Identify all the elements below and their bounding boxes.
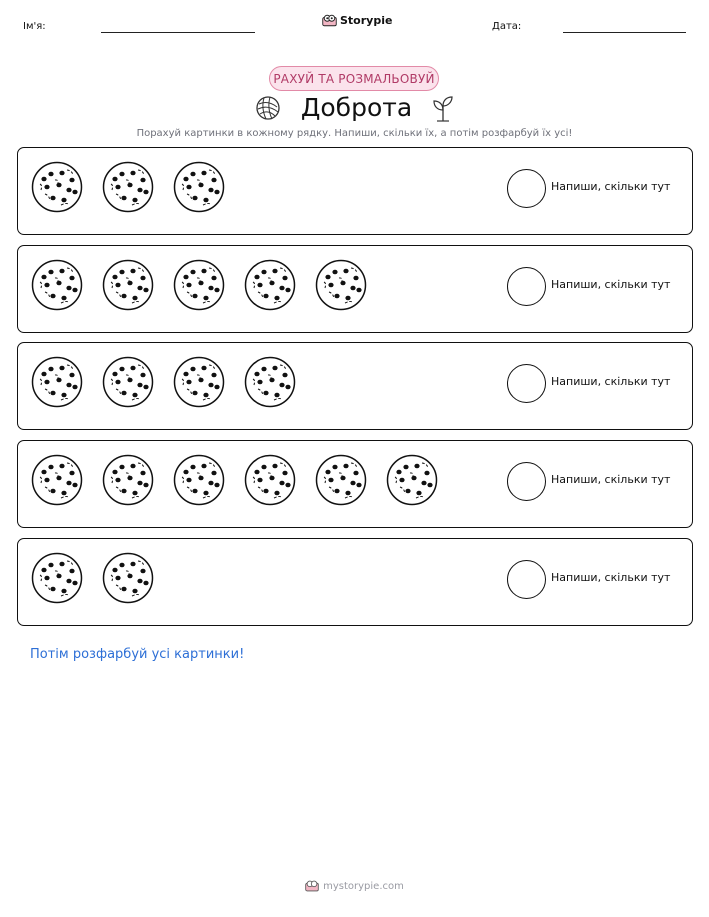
answer-circle[interactable] — [507, 169, 546, 208]
count-row-2 — [17, 245, 693, 333]
name-line[interactable] — [101, 32, 255, 33]
date-line[interactable] — [563, 32, 686, 33]
date-label: Дата: — [492, 21, 522, 32]
answer-label: Напиши, скільки тут — [551, 375, 671, 388]
cookie-icon[interactable] — [31, 259, 83, 311]
cookie-icon[interactable] — [31, 356, 83, 408]
cookie-icon[interactable] — [102, 161, 154, 213]
cookie-icon[interactable] — [315, 259, 367, 311]
answer-label: Напиши, скільки тут — [551, 473, 671, 486]
brand-name: Storypie — [340, 14, 393, 27]
storypie-mascot-icon — [322, 13, 337, 28]
answer-label: Напиши, скільки тут — [551, 571, 671, 584]
cookie-icon[interactable] — [31, 161, 83, 213]
instructions: Порахуй картинки в кожному рядку. Напиши, скільки їх, а потім розфарбуй їх усі! — [136, 128, 573, 139]
cookie-icon[interactable] — [315, 454, 367, 506]
answer-circle[interactable] — [507, 462, 546, 501]
cookie-group — [31, 259, 367, 311]
count-row-3 — [17, 342, 693, 430]
storypie-mascot-icon — [305, 879, 319, 893]
sprout-icon — [432, 94, 454, 122]
cookie-icon[interactable] — [102, 356, 154, 408]
cookie-icon[interactable] — [173, 161, 225, 213]
name-label: Ім'я: — [23, 21, 46, 32]
brand-logo — [322, 13, 392, 28]
answer-circle[interactable] — [507, 267, 546, 306]
footer-url: mystorypie.com — [323, 880, 404, 892]
yarn-ball-icon — [255, 95, 281, 121]
cookie-icon[interactable] — [31, 552, 83, 604]
cookie-icon[interactable] — [386, 454, 438, 506]
title-row — [0, 91, 709, 125]
answer-circle[interactable] — [507, 364, 546, 403]
cookie-icon[interactable] — [173, 454, 225, 506]
cookie-icon[interactable] — [244, 356, 296, 408]
answer-circle[interactable] — [507, 560, 546, 599]
count-row-4 — [17, 440, 693, 528]
answer-label: Напиши, скільки тут — [551, 278, 671, 291]
activity-badge: РАХУЙ ТА РОЗМАЛЬОВУЙ — [269, 66, 439, 91]
footer — [0, 879, 709, 893]
count-row-1 — [17, 147, 693, 235]
cookie-icon[interactable] — [244, 259, 296, 311]
cookie-group — [31, 356, 296, 408]
cookie-icon[interactable] — [244, 454, 296, 506]
answer-label: Напиши, скільки тут — [551, 180, 671, 193]
page-title: Доброта — [300, 93, 413, 122]
cookie-icon[interactable] — [102, 259, 154, 311]
cookie-group — [31, 161, 225, 213]
cookie-icon[interactable] — [31, 454, 83, 506]
cookie-icon[interactable] — [102, 454, 154, 506]
cookie-group — [31, 552, 154, 604]
footer-note: Потім розфарбуй усі картинки! — [30, 647, 245, 662]
count-row-5 — [17, 538, 693, 626]
cookie-icon[interactable] — [173, 259, 225, 311]
cookie-icon[interactable] — [102, 552, 154, 604]
cookie-group — [31, 454, 438, 506]
cookie-icon[interactable] — [173, 356, 225, 408]
